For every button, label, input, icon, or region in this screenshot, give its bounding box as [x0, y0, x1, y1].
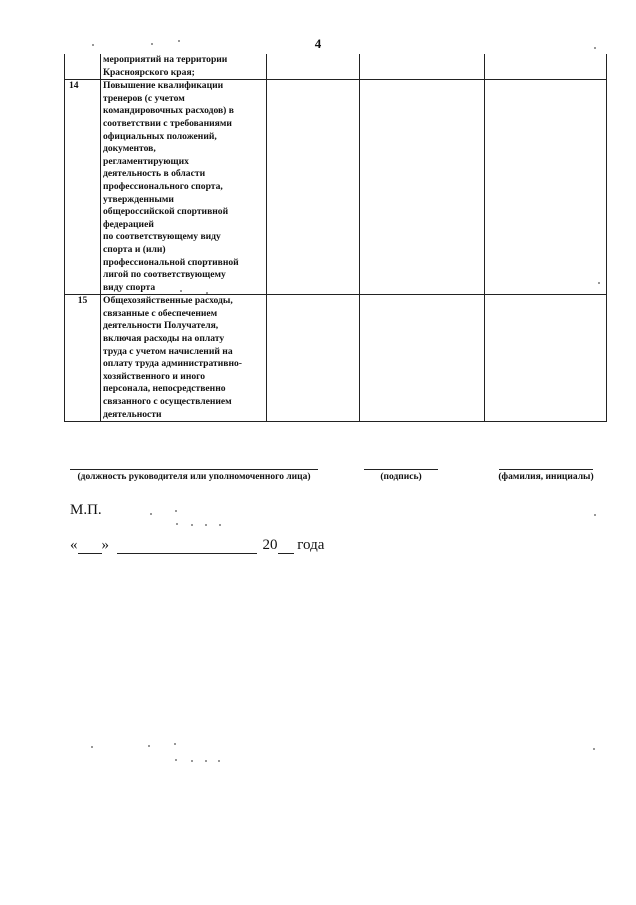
table-row	[65, 80, 607, 295]
empty-amount-cell	[267, 54, 360, 80]
position-label: (должность руководителя или уполномоченного лица)	[77, 472, 311, 482]
empty-amount-cell	[267, 80, 360, 295]
scan-speck	[191, 524, 193, 526]
row-number-cell	[65, 54, 101, 80]
scan-speck	[175, 759, 177, 761]
day-blank	[78, 539, 102, 554]
empty-amount-cell	[360, 295, 485, 422]
scan-speck	[176, 523, 178, 525]
scan-speck	[91, 746, 93, 748]
scan-speck	[206, 292, 208, 294]
budget-table	[64, 54, 607, 422]
year-blank	[278, 539, 294, 554]
signature-label: (подпись)	[380, 472, 422, 482]
row-number-cell: 15	[65, 295, 101, 422]
expense-description-cell: мероприятий на территории Красноярского края;	[101, 54, 267, 80]
scan-speck	[178, 40, 180, 42]
table-row	[65, 295, 607, 422]
position-line	[70, 469, 318, 470]
date-open-quote: «	[70, 537, 78, 553]
stamp-label: М.П.	[70, 502, 102, 518]
month-blank	[117, 539, 257, 554]
expense-description-cell: Повышение квалификации тренеров (с учетом командировочных расходов) в соответствии с требованиями официальных положений, документов, регламентирующих деятельность в области профессионального спорта, утвержденными общероссийской спортивной федерацией по соответствующему виду спорта и (или) профессиональной спортивной лигой по соответствующему виду спорта	[101, 80, 267, 295]
date-line	[70, 537, 324, 554]
scan-speck	[92, 44, 94, 46]
scan-speck	[174, 743, 176, 745]
empty-amount-cell	[360, 80, 485, 295]
empty-amount-cell	[485, 295, 607, 422]
empty-amount-cell	[267, 295, 360, 422]
year-prefix: 20	[262, 537, 278, 553]
year-suffix: года	[297, 537, 325, 553]
table-row	[65, 54, 607, 80]
scan-speck	[180, 290, 182, 292]
expense-description-cell: Общехозяйственные расходы, связанные с обеспечением деятельности Получателя, включая расходы на оплату труда с учетом начислений на оплату труда административно- хозяйственного и иного персонала, непосредственно связанного с осуществлением деятельности	[101, 295, 267, 422]
scan-speck	[594, 514, 596, 516]
scan-speck	[175, 510, 177, 512]
row-number-cell: 14	[65, 80, 101, 295]
scan-speck	[593, 748, 595, 750]
scan-speck	[219, 524, 221, 526]
name-label: (фамилия, инициалы)	[498, 472, 594, 482]
empty-amount-cell	[360, 54, 485, 80]
scan-speck	[148, 745, 150, 747]
scan-speck	[598, 282, 600, 284]
scan-speck	[218, 760, 220, 762]
empty-amount-cell	[485, 80, 607, 295]
scan-speck	[594, 47, 596, 49]
signature-line	[364, 469, 438, 470]
scan-speck	[151, 43, 153, 45]
scan-speck	[205, 760, 207, 762]
empty-amount-cell	[485, 54, 607, 80]
scan-speck	[191, 760, 193, 762]
scan-speck	[150, 513, 152, 515]
date-close-quote: »	[101, 537, 109, 553]
scan-speck	[205, 524, 207, 526]
page-number: 4	[314, 36, 322, 51]
name-line	[499, 469, 593, 470]
